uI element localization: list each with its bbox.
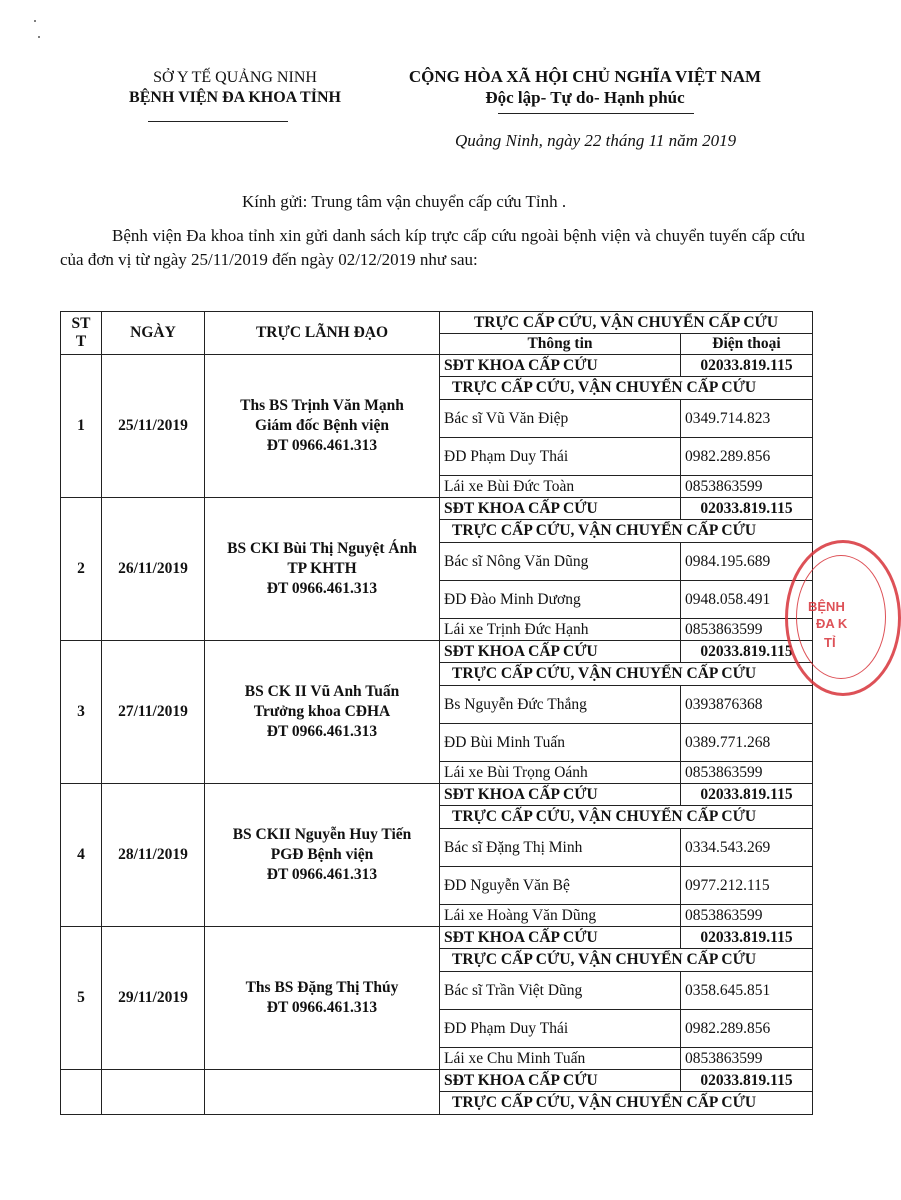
- staff-phone: 0334.543.269: [681, 829, 813, 867]
- staff-info: Lái xe Hoàng Văn Dũng: [440, 905, 681, 927]
- schedule-day-row: [61, 784, 813, 806]
- staff-info: ĐD Bùi Minh Tuấn: [440, 724, 681, 762]
- header-info: Thông tin: [440, 334, 681, 355]
- staff-info: ĐD Phạm Duy Thái: [440, 1010, 681, 1048]
- hotline-phone: 02033.819.115: [681, 498, 813, 520]
- staff-info: Bs Nguyễn Đức Thắng: [440, 686, 681, 724]
- emergency-band-label: TRỰC CẤP CỨU, VẬN CHUYỂN CẤP CỨU: [440, 377, 813, 400]
- leader-line: Ths BS Trịnh Văn Mạnh: [240, 397, 404, 414]
- seal-text: BỆNH: [808, 599, 845, 614]
- row-stt: 4: [61, 784, 102, 927]
- staff-info: Lái xe Trịnh Đức Hạnh: [440, 619, 681, 641]
- staff-phone: 0349.714.823: [681, 400, 813, 438]
- hotline-label: SĐT KHOA CẤP CỨU: [440, 1070, 681, 1092]
- scan-speck: [38, 36, 40, 38]
- hotline-phone: 02033.819.115: [681, 1070, 813, 1092]
- leader-line: BS CKII Nguyễn Huy Tiến: [232, 826, 412, 843]
- schedule-day-row: [61, 498, 813, 520]
- staff-phone: 0982.289.856: [681, 438, 813, 476]
- row-leader: [205, 498, 440, 641]
- row-leader: [205, 1070, 440, 1115]
- hotline-label: SĐT KHOA CẤP CỨU: [440, 498, 681, 520]
- leader-line: TP KHTH: [287, 560, 357, 577]
- row-stt: [61, 1070, 102, 1115]
- row-stt: 1: [61, 355, 102, 498]
- row-leader: [205, 355, 440, 498]
- staff-phone: 0982.289.856: [681, 1010, 813, 1048]
- leader-line: ĐT 0966.461.313: [266, 866, 378, 883]
- row-leader: [205, 784, 440, 927]
- header-emergency-group: TRỰC CẤP CỨU, VẬN CHUYỂN CẤP CỨU: [440, 312, 813, 334]
- hotline-phone: 02033.819.115: [681, 641, 813, 663]
- issuer-block: [70, 68, 400, 108]
- national-motto-block: [360, 66, 810, 108]
- issuer-department: SỞ Y TẾ QUẢNG NINH: [153, 69, 317, 86]
- staff-phone: 0984.195.689: [681, 543, 813, 581]
- row-date: 27/11/2019: [102, 641, 205, 784]
- national-title: CỘNG HÒA XÃ HỘI CHỦ NGHĨA VIỆT NAM: [408, 67, 762, 86]
- leader-line: Giám đốc Bệnh viện: [255, 417, 389, 434]
- hotline-label: SĐT KHOA CẤP CỨU: [440, 927, 681, 949]
- motto-underline: [498, 113, 694, 114]
- staff-phone: 0389.771.268: [681, 724, 813, 762]
- staff-info: Bác sĩ Trần Việt Dũng: [440, 972, 681, 1010]
- schedule-day-row: [61, 355, 813, 377]
- row-leader: [205, 927, 440, 1070]
- staff-info: Bác sĩ Nông Văn Dũng: [440, 543, 681, 581]
- staff-info: Lái xe Bùi Đức Toàn: [440, 476, 681, 498]
- issuer-hospital: BỆNH VIỆN ĐA KHOA TỈNH: [129, 89, 341, 106]
- row-leader: [205, 641, 440, 784]
- seal-text: TỈ: [824, 635, 836, 650]
- staff-info: Lái xe Chu Minh Tuấn: [440, 1048, 681, 1070]
- row-stt: 3: [61, 641, 102, 784]
- row-stt: 5: [61, 927, 102, 1070]
- leader-line: PGĐ Bệnh viện: [270, 846, 374, 863]
- scan-speck: [34, 20, 36, 22]
- row-date: 25/11/2019: [102, 355, 205, 498]
- leader-line: Trưởng khoa CĐHA: [253, 703, 391, 720]
- hospital-seal-stamp: [785, 540, 901, 696]
- leader-line: ĐT 0966.461.313: [266, 723, 378, 740]
- staff-info: Bác sĩ Vũ Văn Điệp: [440, 400, 681, 438]
- row-date: [102, 1070, 205, 1115]
- schedule-day-row: [61, 927, 813, 949]
- leader-line: ĐT 0966.461.313: [266, 580, 378, 597]
- document-date: Quảng Ninh, ngày 22 tháng 11 năm 2019: [455, 131, 737, 150]
- duty-schedule-table: [60, 311, 813, 1115]
- row-date: 29/11/2019: [102, 927, 205, 1070]
- header-stt: ST T: [61, 312, 102, 355]
- hotline-label: SĐT KHOA CẤP CỨU: [440, 784, 681, 806]
- staff-info: ĐD Đào Minh Dương: [440, 581, 681, 619]
- staff-phone: 0358.645.851: [681, 972, 813, 1010]
- header-leader: TRỰC LÃNH ĐẠO: [205, 312, 440, 355]
- header-phone: Điện thoại: [681, 334, 813, 355]
- staff-phone: 0853863599: [681, 1048, 813, 1070]
- emergency-band-label: TRỰC CẤP CỨU, VẬN CHUYỂN CẤP CỨU: [440, 949, 813, 972]
- emergency-band-label: TRỰC CẤP CỨU, VẬN CHUYỂN CẤP CỨU: [440, 663, 813, 686]
- national-motto: Độc lập- Tự do- Hạnh phúc: [485, 88, 685, 107]
- staff-phone: 0853863599: [681, 762, 813, 784]
- row-stt: 2: [61, 498, 102, 641]
- staff-phone: 0853863599: [681, 905, 813, 927]
- staff-info: Bác sĩ Đặng Thị Minh: [440, 829, 681, 867]
- seal-text: ĐA K: [816, 616, 848, 631]
- hotline-phone: 02033.819.115: [681, 927, 813, 949]
- schedule-day-row: [61, 1070, 813, 1092]
- staff-phone: 0977.212.115: [681, 867, 813, 905]
- leader-line: BS CK II Vũ Anh Tuấn: [244, 683, 400, 700]
- staff-phone: 0853863599: [681, 476, 813, 498]
- leader-line: BS CKI Bùi Thị Nguyệt Ánh: [227, 540, 417, 557]
- leader-line: Ths BS Đặng Thị Thúy: [245, 979, 399, 996]
- schedule-day-row: [61, 641, 813, 663]
- row-date: 28/11/2019: [102, 784, 205, 927]
- leader-line: ĐT 0966.461.313: [266, 999, 378, 1016]
- emergency-band-label: TRỰC CẤP CỨU, VẬN CHUYỂN CẤP CỨU: [440, 806, 813, 829]
- leader-line: ĐT 0966.461.313: [266, 437, 378, 454]
- emergency-band-label: TRỰC CẤP CỨU, VẬN CHUYỂN CẤP CỨU: [440, 1092, 813, 1115]
- staff-info: ĐD Nguyễn Văn Bệ: [440, 867, 681, 905]
- staff-phone: 0393876368: [681, 686, 813, 724]
- header-date: NGÀY: [102, 312, 205, 355]
- row-date: 26/11/2019: [102, 498, 205, 641]
- hotline-label: SĐT KHOA CẤP CỨU: [440, 641, 681, 663]
- staff-phone: 0853863599: [681, 619, 813, 641]
- staff-phone: 0948.058.491: [681, 581, 813, 619]
- intro-paragraph: Bệnh viện Đa khoa tỉnh xin gửi danh sách kíp trực cấp cứu ngoài bệnh viện và chuyển tuyến cấp cứu của đơn vị từ ngày 25/11/2019 đến ngày 02/12/2019 như sau:: [60, 226, 805, 269]
- hotline-phone: 02033.819.115: [681, 355, 813, 377]
- issuer-underline: [148, 121, 288, 122]
- hotline-phone: 02033.819.115: [681, 784, 813, 806]
- emergency-band-label: TRỰC CẤP CỨU, VẬN CHUYỂN CẤP CỨU: [440, 520, 813, 543]
- staff-info: ĐD Phạm Duy Thái: [440, 438, 681, 476]
- recipient-line: Kính gửi: Trung tâm vận chuyển cấp cứu Tỉnh .: [242, 192, 567, 211]
- staff-info: Lái xe Bùi Trọng Oánh: [440, 762, 681, 784]
- hotline-label: SĐT KHOA CẤP CỨU: [440, 355, 681, 377]
